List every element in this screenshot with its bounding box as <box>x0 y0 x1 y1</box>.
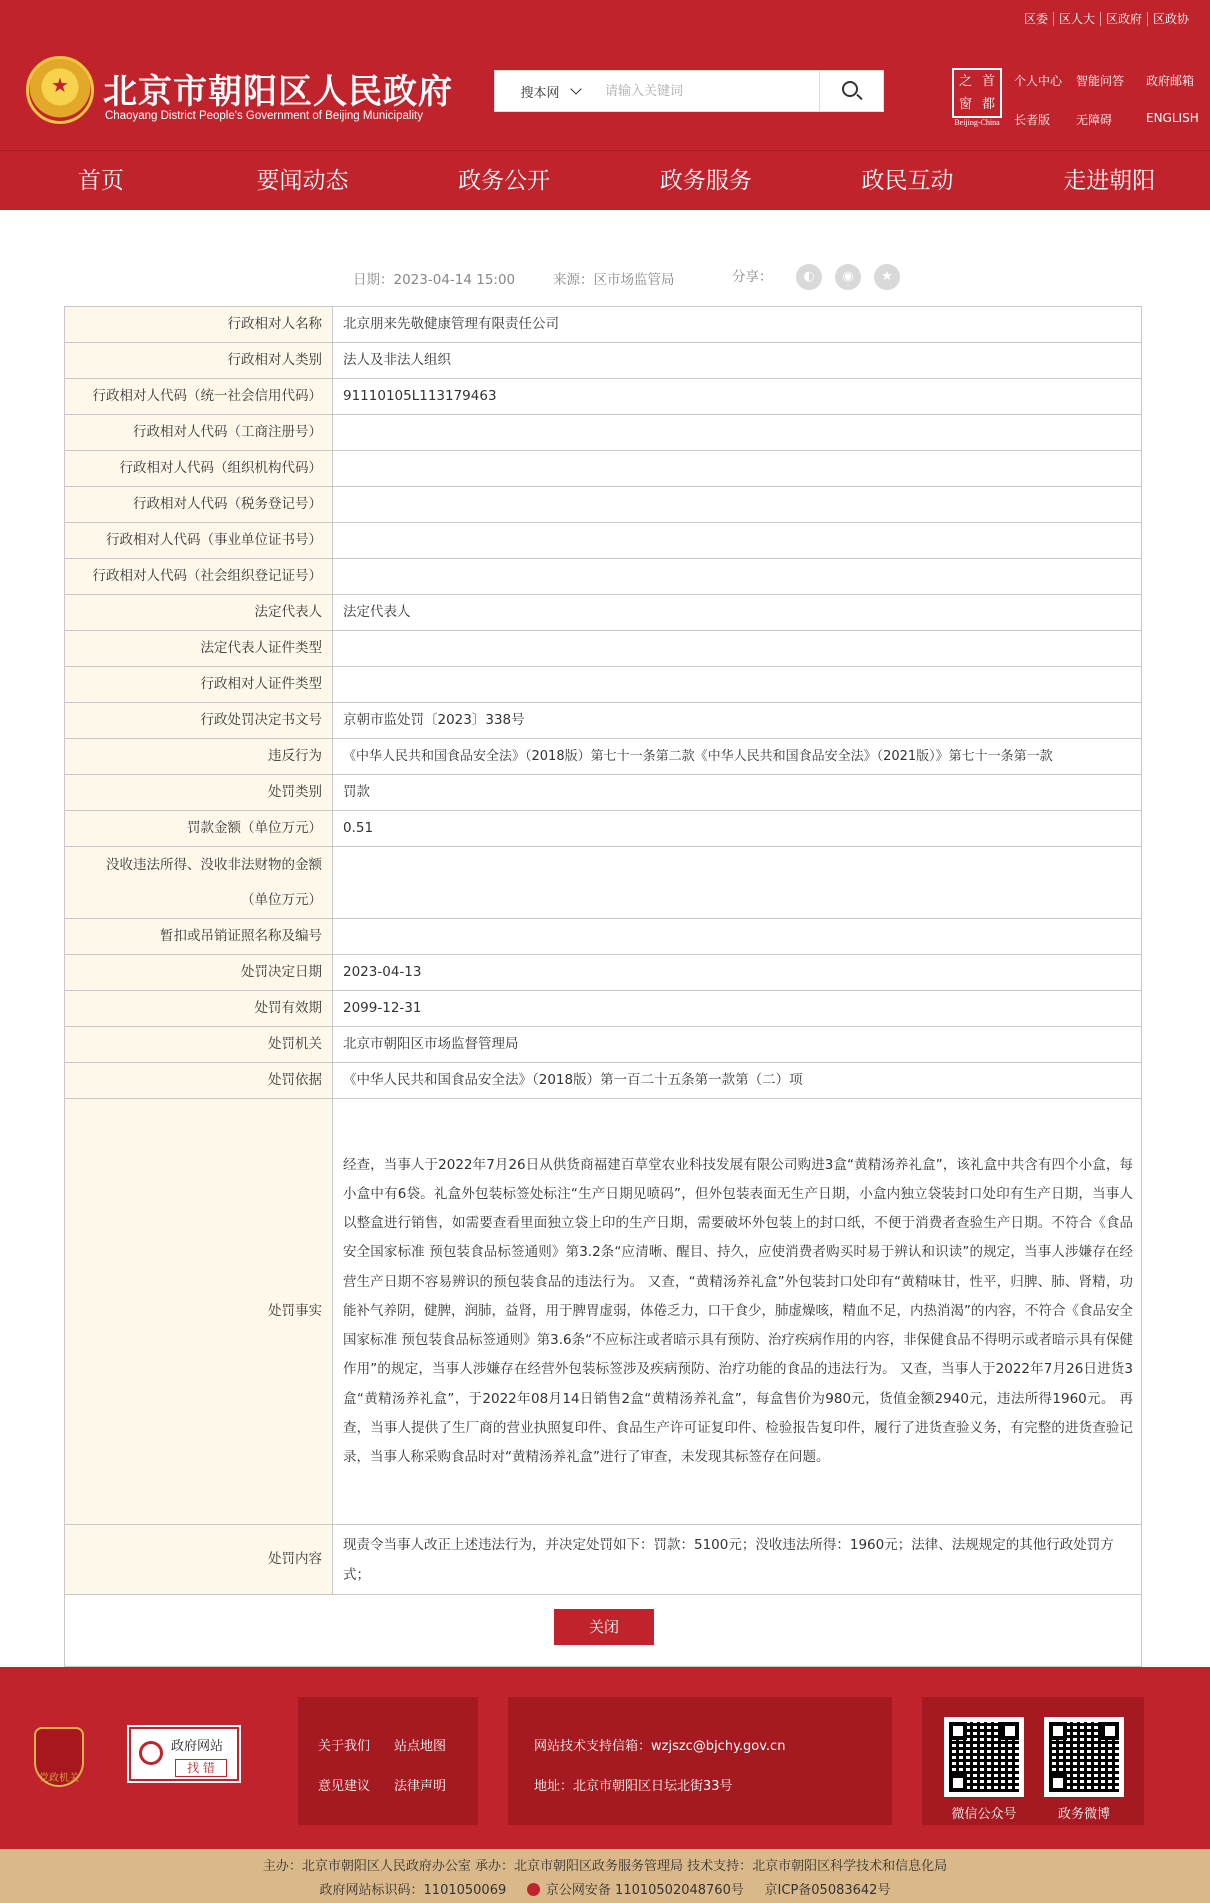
footer-bottom-bar <box>0 1849 1210 1903</box>
table-row <box>65 595 1142 631</box>
wechat-icon[interactable]: ◐ <box>796 264 822 290</box>
table-row <box>65 343 1142 379</box>
footer-link-legal[interactable]: 法律声明 <box>394 1779 447 1794</box>
table-row <box>65 775 1142 811</box>
organizer-line: 主办：北京市朝阳区人民政府办公室 承办：北京市朝阳区政务服务管理局 技术支持：北京市朝阳区科学技术和信息化局 <box>262 1859 948 1874</box>
address: 地址：北京市朝阳区日坛北街33号 <box>534 1779 733 1794</box>
top-link-district-cppcc[interactable]: 区政协 <box>1147 12 1194 26</box>
search-button[interactable] <box>819 71 883 111</box>
table-row <box>65 739 1142 775</box>
utility-links <box>1014 72 1204 128</box>
row-value: 现责令当事人改正上述违法行为，并决定处罚如下：罚款：5100元；没收违法所得：1960元；法律、法规规定的其他行政处罚方式； <box>333 1525 1142 1595</box>
wechat-qr-caption: 微信公众号 <box>951 1807 1017 1822</box>
national-emblem-icon[interactable] <box>26 56 94 124</box>
top-links <box>1019 12 1194 26</box>
row-label: 行政相对人代码（税务登记号） <box>65 487 333 523</box>
row-label: 处罚内容 <box>65 1525 333 1595</box>
table-row <box>65 1027 1142 1063</box>
row-value: 法人及非法人组织 <box>333 343 1142 379</box>
table-row <box>65 631 1142 667</box>
site-header <box>0 0 1210 150</box>
party-gov-badge-icon[interactable] <box>34 1727 84 1787</box>
main-nav <box>0 150 1210 210</box>
party-gov-badge-label: 党政机关 <box>39 1773 79 1784</box>
row-value: 0.51 <box>333 811 1142 847</box>
nav-news[interactable]: 要闻动态 <box>256 168 349 194</box>
close-button[interactable]: 关闭 <box>554 1609 654 1645</box>
row-label: 行政相对人代码（社会组织登记证号） <box>65 559 333 595</box>
nav-services[interactable]: 政务服务 <box>659 168 752 194</box>
row-label: 处罚机关 <box>65 1027 333 1063</box>
row-label: 行政相对人类别 <box>65 343 333 379</box>
util-link-gov-mail[interactable]: 政府邮箱 <box>1146 74 1195 88</box>
table-row <box>65 955 1142 991</box>
share-label: 分享： <box>732 269 773 285</box>
row-value: 2099-12-31 <box>333 991 1142 1027</box>
footer-contact-box <box>508 1697 892 1825</box>
row-label: 处罚事实 <box>65 1099 333 1525</box>
row-value: 罚款 <box>333 775 1142 811</box>
site-footer <box>0 1667 1210 1849</box>
row-value: 《中华人民共和国食品安全法》（2018版）第一百二十五条第一款第（二）项 <box>333 1063 1142 1099</box>
row-label: 罚款金额（单位万元） <box>65 811 333 847</box>
util-link-smart-qa[interactable]: 智能问答 <box>1076 74 1125 88</box>
table-row <box>65 1063 1142 1099</box>
row-label: 违反行为 <box>65 739 333 775</box>
magnifier-icon <box>139 1741 163 1765</box>
table-row <box>65 919 1142 955</box>
penalty-info-table <box>64 306 1142 1595</box>
top-link-district-committee[interactable]: 区委 <box>1023 12 1048 26</box>
row-label: 处罚类别 <box>65 775 333 811</box>
row-value: 91110105L113179463 <box>333 379 1142 415</box>
table-row <box>65 847 1142 919</box>
row-value: 《中华人民共和国食品安全法》（2018版）第七十一条第二款《中华人民共和国食品安全法》（2021版）》第七十一条第一款 <box>333 739 1142 775</box>
search-box <box>494 70 884 112</box>
police-record[interactable]: 京公网安备 11010502048760号 <box>545 1883 744 1898</box>
table-row <box>65 415 1142 451</box>
row-value: 北京市朝阳区市场监督管理局 <box>333 1027 1142 1063</box>
table-row <box>65 1525 1142 1595</box>
row-label: 暂扣或吊销证照名称及编号 <box>65 919 333 955</box>
support-email: 网站技术支持信箱：wzjszc@bjchy.gov.cn <box>534 1739 786 1754</box>
row-value <box>333 415 1142 451</box>
article-meta <box>0 268 1210 288</box>
row-value: 京朝市监处罚〔2023〕338号 <box>333 703 1142 739</box>
table-row <box>65 487 1142 523</box>
footer-qr-box <box>922 1697 1144 1825</box>
row-label: 行政处罚决定书文号 <box>65 703 333 739</box>
row-label: 处罚决定日期 <box>65 955 333 991</box>
table-row <box>65 667 1142 703</box>
row-label: 行政相对人证件类型 <box>65 667 333 703</box>
row-label: 处罚有效期 <box>65 991 333 1027</box>
util-link-elder-version[interactable]: 长者版 <box>1014 113 1051 127</box>
table-row <box>65 307 1142 343</box>
nav-home[interactable]: 首页 <box>77 168 124 194</box>
police-badge-icon <box>527 1883 540 1896</box>
row-label: 行政相对人代码（统一社会信用代码） <box>65 379 333 415</box>
row-value <box>333 631 1142 667</box>
top-link-district-congress[interactable]: 区人大 <box>1053 12 1100 26</box>
row-value <box>333 919 1142 955</box>
row-label: 行政相对人名称 <box>65 307 333 343</box>
icp-record[interactable]: 京ICP备05083642号 <box>764 1883 891 1898</box>
wechat-qr-code <box>944 1717 1024 1797</box>
table-row <box>65 451 1142 487</box>
search-scope-label: 搜本网 <box>520 85 560 101</box>
chevron-down-icon <box>570 83 581 94</box>
weibo-qr-caption: 政务微博 <box>1057 1807 1110 1822</box>
table-row <box>65 991 1142 1027</box>
search-scope-select[interactable] <box>495 71 605 111</box>
site-title[interactable]: 北京市朝阳区人民政府 <box>103 72 453 112</box>
registration-line <box>0 1879 1210 1898</box>
site-subtitle: Chaoyang District People's Government of Beijing Municipality <box>105 110 423 122</box>
util-link-personal-center[interactable]: 个人中心 <box>1014 74 1063 88</box>
table-row <box>65 523 1142 559</box>
table-row <box>65 811 1142 847</box>
search-input[interactable] <box>605 71 819 111</box>
nav-interaction[interactable]: 政民互动 <box>861 168 954 194</box>
row-label: 处罚依据 <box>65 1063 333 1099</box>
nav-gov-affairs[interactable]: 政务公开 <box>458 168 551 194</box>
row-label: 法定代表人证件类型 <box>65 631 333 667</box>
source: 来源：区市场监管局 <box>553 272 675 288</box>
row-label: 行政相对人代码（组织机构代码） <box>65 451 333 487</box>
row-label: 行政相对人代码（工商注册号） <box>65 415 333 451</box>
footer-link-about[interactable]: 关于我们 <box>318 1739 371 1754</box>
row-value: 北京朋来先敬健康管理有限责任公司 <box>333 307 1142 343</box>
gov-site-error-report[interactable]: 政府网站 找 错 <box>129 1727 239 1781</box>
footer-link-sitemap[interactable]: 站点地图 <box>394 1739 447 1754</box>
row-value <box>333 451 1142 487</box>
row-value <box>333 487 1142 523</box>
row-value <box>333 523 1142 559</box>
footer-links-box <box>298 1697 478 1825</box>
row-value <box>333 667 1142 703</box>
top-link-district-government[interactable]: 区政府 <box>1100 12 1147 26</box>
weibo-qr-code <box>1044 1717 1124 1797</box>
row-value: 2023-04-13 <box>333 955 1142 991</box>
footer-link-feedback[interactable]: 意见建议 <box>318 1779 371 1794</box>
row-label: 行政相对人代码（事业单位证书号） <box>65 523 333 559</box>
weibo-icon[interactable]: ◉ <box>835 264 861 290</box>
row-value: 法定代表人 <box>333 595 1142 631</box>
util-link-english[interactable]: ENGLISH <box>1146 111 1199 125</box>
row-value <box>333 847 1142 919</box>
capital-window-logo[interactable]: 之 首 窗 都 <box>952 68 1002 118</box>
row-label: 没收违法所得、没收非法财物的金额（单位万元） <box>65 847 333 919</box>
table-row <box>65 703 1142 739</box>
close-area <box>64 1589 1142 1667</box>
row-label: 法定代表人 <box>65 595 333 631</box>
util-link-accessibility[interactable]: 无障碍 <box>1076 113 1113 127</box>
nav-about-chaoyang[interactable]: 走进朝阳 <box>1063 168 1156 194</box>
site-code: 政府网站标识码：1101050069 <box>319 1883 507 1898</box>
star-icon[interactable]: ★ <box>874 264 900 290</box>
capital-logo-caption: Beijing-China <box>954 118 1000 127</box>
publish-date: 日期：2023-04-14 15:00 <box>353 272 516 288</box>
table-row <box>65 559 1142 595</box>
row-value <box>333 559 1142 595</box>
table-row <box>65 1099 1142 1525</box>
row-value: 经查，当事人于2022年7月26日从供货商福建百草堂农业科技发展有限公司购进3盒“黄精汤养礼盒”，该礼盒中共含有四个小盒，每小盒中有6袋。礼盒外包装标签处标注“生产日期见喷码”，但外包装表面无生产日期，小盒内独立袋装封口处印有生产日期，当事人以整盒进行销售，如需要查看里面独立袋上印的生产日期，需要破坏外包装上的封口纸，不便于消费者查验生产日期。不符合《食品安全国家标准 预包装食品标签通则》第3.2条“应清晰、醒目、持久，应使消费者购买时易于辨认和识读”的规定，当事人涉嫌存在经营生产日期不容易辨识的预包装食品的违法行为。 又查，“黄精汤养礼盒”外包装封口处印有“黄精味甘，性平，归脾、肺、肾精，功能补气养阴，健脾，润肺，益肾，用于脾胃虚弱，体倦乏力，口干食少，肺虚燥咳，精血不足，内热消渴”的内容，不符合《食品安全国家标准 预包装食品标签通则》第3.6条“不应标注或者暗示具有预防、治疗疾病作用的内容，非保健食品不得明示或者暗示具有保健作用”的规定，当事人涉嫌存在经营外包装标签涉及疾病预防、治疗功能的食品的违法行为。 又查，当事人于2022年7月26日进货3盒“黄精汤养礼盒”，于2022年08月14日销售2盒“黄精汤养礼盒”，每盒售价为980元，货值金额2940元，违法所得1960元。 再查，当事人提供了生厂商的营业执照复印件、食品生产许可证复印件、检验报告复印件，履行了进货查验义务，有完整的进货查验记录，当事人称采购食品时对“黄精汤养礼盒”进行了审查，未发现其标签存在问题。 <box>333 1099 1142 1525</box>
table-row <box>65 379 1142 415</box>
